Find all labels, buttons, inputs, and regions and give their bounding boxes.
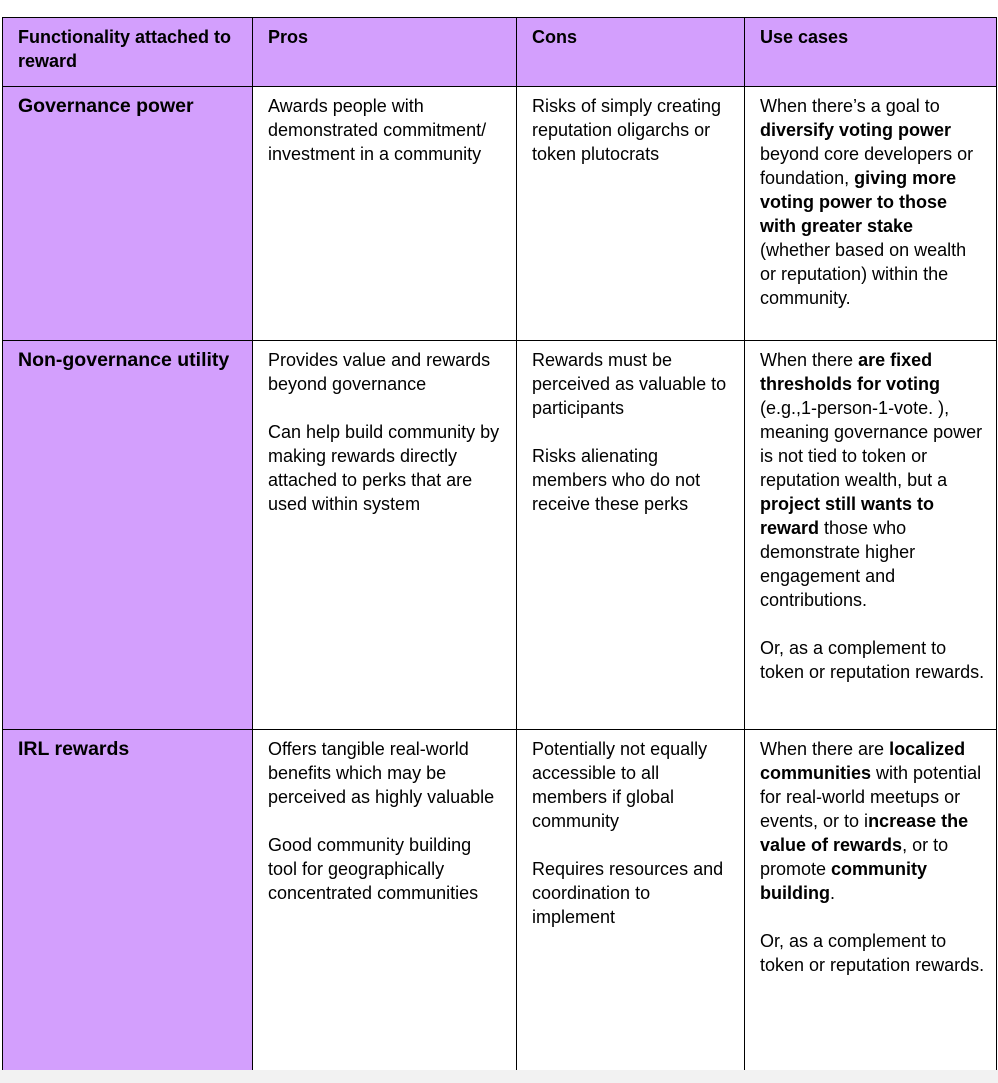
body-text: When there’s a goal to	[760, 96, 940, 116]
emphasis-text: ncrease the value of rewards	[760, 811, 969, 855]
body-text: When there are	[760, 739, 890, 759]
row-label-governance-power: Governance power	[3, 87, 253, 341]
body-text: Or, as a complement to token or reputation rewards.	[760, 638, 985, 682]
pros-text: Provides value and rewards beyond governance	[268, 350, 491, 394]
table-row	[3, 730, 997, 1072]
cons-text: Risks of simply creating reputation oligarchs or token plutocrats	[532, 96, 722, 164]
use-cases-cell	[745, 341, 997, 730]
body-text: those who demonstrate higher engagement and contributions.	[760, 518, 916, 610]
use-case-text	[760, 348, 985, 612]
pros-cell	[253, 87, 517, 341]
use-case-text	[760, 94, 985, 310]
header-row	[3, 18, 997, 87]
body-text: (e.g.,1-person-1-vote. ), meaning governance power is not tied to token or reputation wealth, but a	[760, 398, 983, 490]
pros-text: Good community building tool for geographically concentrated communities	[268, 835, 479, 903]
body-text: When there	[760, 350, 859, 370]
emphasis-text: project still wants to reward	[760, 494, 935, 538]
emphasis-text: localized communities	[760, 739, 966, 783]
table-row	[3, 87, 997, 341]
body-text: .	[829, 883, 835, 903]
row-label-non-governance-utility: Non-governance utility	[3, 341, 253, 730]
table-body	[3, 87, 997, 1072]
table-row	[3, 341, 997, 730]
pros-cell	[253, 341, 517, 730]
body-text: beyond core developers or foundation,	[760, 144, 974, 188]
cons-text: Requires resources and coordination to implement	[532, 859, 724, 927]
body-text: with potential for real-world meetups or events, or to i	[760, 763, 982, 831]
page-bottom-strip	[0, 1070, 998, 1083]
emphasis-text: are fixed thresholds for voting	[760, 350, 940, 394]
use-case-text	[760, 737, 985, 905]
pros-text: Offers tangible real-world benefits which may be perceived as highly valuable	[268, 739, 495, 807]
header-cons: Cons	[517, 18, 745, 87]
cons-text: Rewards must be perceived as valuable to participants	[532, 350, 727, 418]
row-label-irl-rewards: IRL rewards	[3, 730, 253, 1072]
rewards-comparison-table	[2, 17, 997, 1072]
use-case-text	[760, 929, 985, 977]
header-pros: Pros	[253, 18, 517, 87]
header-use-cases: Use cases	[745, 18, 997, 87]
pros-cell	[253, 730, 517, 1072]
body-text: , or to promote	[760, 835, 949, 879]
table-header	[3, 18, 997, 87]
emphasis-text: community building	[760, 859, 928, 903]
cons-text: Risks alienating members who do not receive these perks	[532, 446, 701, 514]
use-cases-cell	[745, 87, 997, 341]
use-cases-cell	[745, 730, 997, 1072]
cons-cell	[517, 87, 745, 341]
cons-cell	[517, 341, 745, 730]
cons-cell	[517, 730, 745, 1072]
header-functionality: Functionality attached to reward	[3, 18, 253, 87]
body-text: Or, as a complement to token or reputation rewards.	[760, 931, 985, 975]
cons-text: Potentially not equally accessible to all members if global community	[532, 739, 708, 831]
emphasis-text: giving more voting power to those with greater stake	[760, 168, 957, 236]
use-case-text	[760, 636, 985, 684]
pros-text: Awards people with demonstrated commitment/ investment in a community	[268, 96, 487, 164]
emphasis-text: diversify voting power	[760, 120, 952, 140]
pros-text: Can help build community by making rewards directly attached to perks that are used within system	[268, 422, 500, 514]
body-text: (whether based on wealth or reputation) within the community.	[760, 240, 967, 308]
